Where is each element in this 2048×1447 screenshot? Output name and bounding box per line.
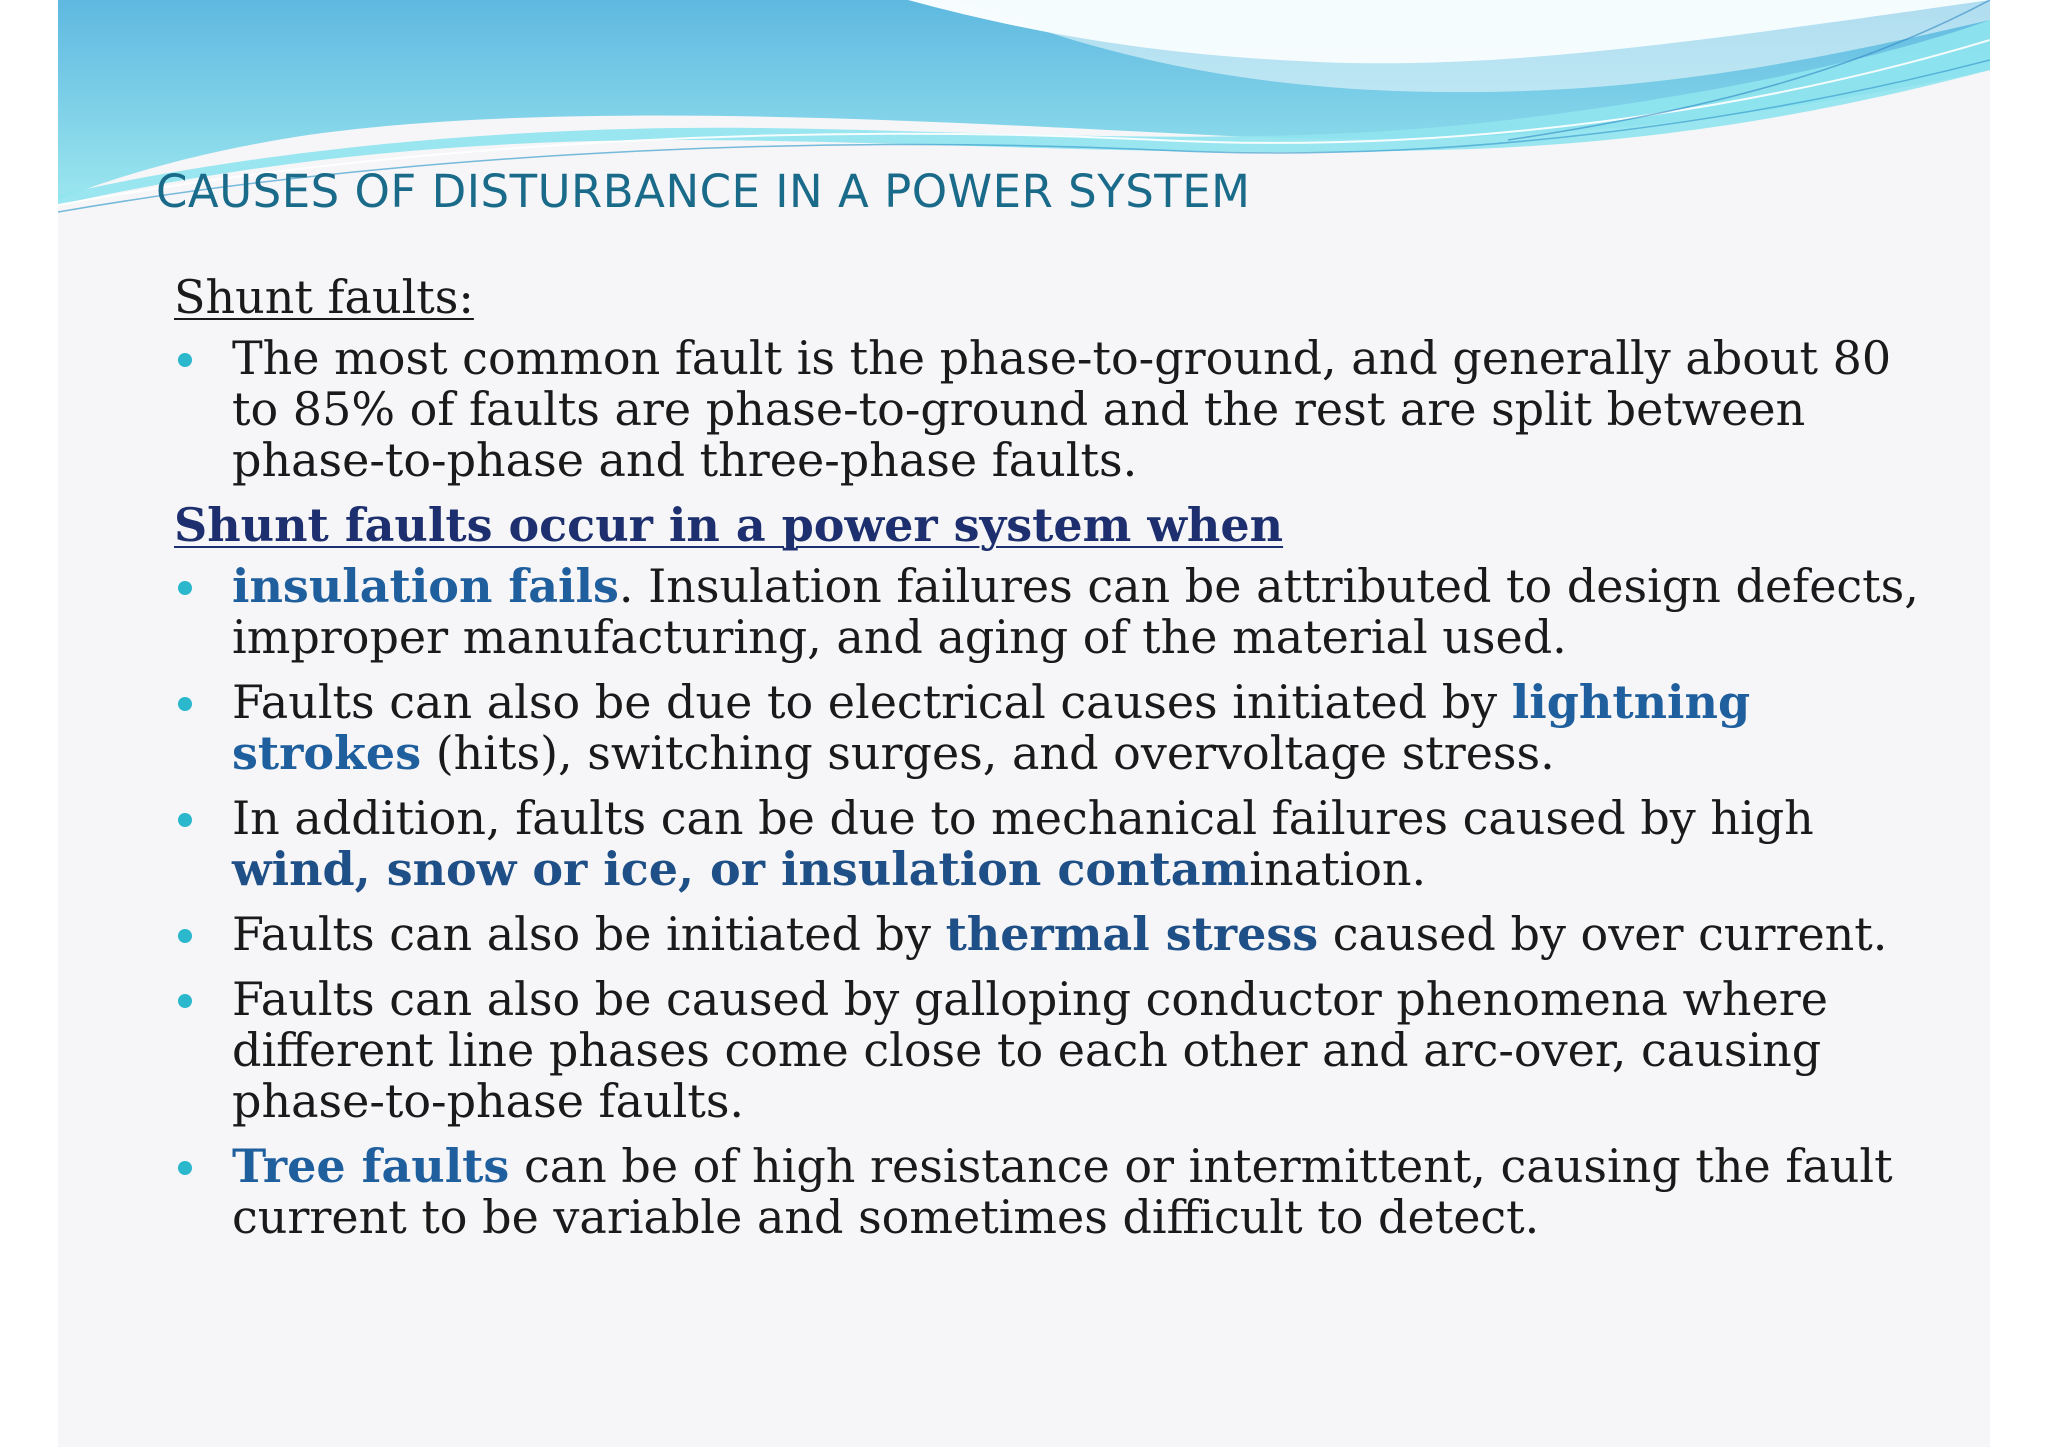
list-item bbox=[174, 677, 1934, 779]
bullet-dot-icon bbox=[178, 581, 192, 595]
bullet-dot-icon bbox=[178, 929, 192, 943]
bullet-dot-icon bbox=[178, 1161, 192, 1175]
highlight-text: Tree faults bbox=[232, 1139, 510, 1193]
highlight-text: wind, snow or ice, or insulation contam bbox=[232, 842, 1250, 896]
list-item bbox=[174, 909, 1934, 960]
bullet-text: can be of high resistance or intermittent, causing the fault current to be variable and sometimes difficult to detect. bbox=[232, 1139, 1893, 1244]
bullet-text: In addition, faults can be due to mechanical failures caused by high bbox=[232, 791, 1814, 845]
subheading: Shunt faults occur in a power system when bbox=[174, 498, 1284, 552]
section-heading: Shunt faults: bbox=[174, 270, 474, 324]
slide bbox=[58, 0, 1990, 1447]
bullet-dot-icon bbox=[178, 353, 192, 367]
intro-list bbox=[174, 333, 1934, 486]
list-item bbox=[174, 561, 1934, 663]
bullet-dot-icon bbox=[178, 994, 192, 1008]
bullet-text: The most common fault is the phase-to-ground, and generally about 80 to 85% of faults are phase-to-ground and the rest are split between phase-to-phase and three-phase faults. bbox=[232, 331, 1892, 487]
list-item bbox=[174, 974, 1934, 1127]
highlight-text: lightning strokes bbox=[232, 675, 1751, 780]
list-item bbox=[174, 1141, 1934, 1243]
bullet-dot-icon bbox=[178, 813, 192, 827]
bullet-text: ination. bbox=[1249, 842, 1427, 896]
list-item bbox=[174, 793, 1934, 895]
bullet-text: (hits), switching surges, and overvoltage stress. bbox=[421, 726, 1555, 780]
bullet-text: Faults can also be due to electrical causes initiated by bbox=[232, 675, 1512, 729]
slide-title: CAUSES OF DISTURBANCE IN A POWER SYSTEM bbox=[156, 165, 1251, 218]
highlight-text: insulation fails bbox=[232, 559, 619, 613]
list-item bbox=[174, 333, 1934, 486]
slide-content bbox=[174, 272, 1934, 1257]
highlight-text: thermal stress bbox=[945, 907, 1319, 961]
causes-list bbox=[174, 561, 1934, 1243]
bullet-dot-icon bbox=[178, 697, 192, 711]
bullet-text: . Insulation failures can be attributed to design defects, improper manufacturing, and aging of the material used. bbox=[232, 559, 1919, 664]
bullet-text: Faults can also be caused by galloping conductor phenomena where different line phases come close to each other and arc-over, causing phase-to-phase faults. bbox=[232, 972, 1828, 1128]
bullet-text: Faults can also be initiated by bbox=[232, 907, 946, 961]
bullet-text: caused by over current. bbox=[1318, 907, 1888, 961]
